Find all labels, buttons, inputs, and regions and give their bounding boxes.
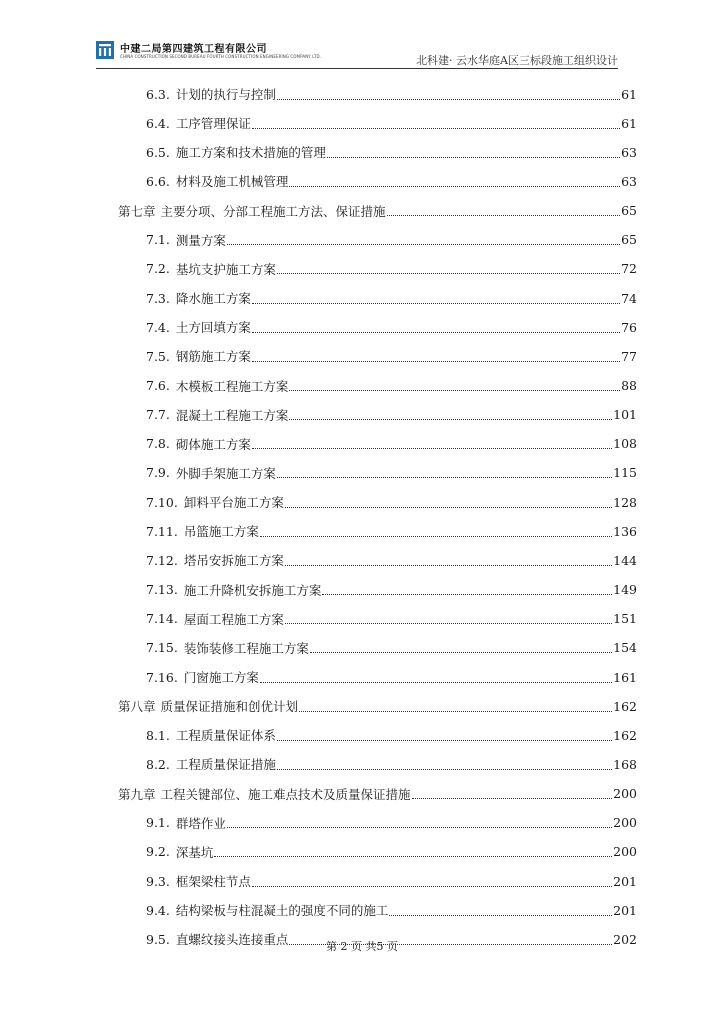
toc-section-entry <box>146 259 637 279</box>
toc-entry-title: 主要分项、分部工程施工方法、保证措施 <box>160 203 386 219</box>
toc-section-entry <box>146 842 637 862</box>
toc-dot-leader <box>285 623 612 624</box>
toc-entry-number: 6.3. <box>146 86 170 102</box>
toc-entry-page-number: 154 <box>613 640 637 656</box>
toc-entry-title: 基坑支护施工方案 <box>175 261 276 277</box>
toc-section-entry <box>146 142 637 162</box>
toc-entry-page-number: 74 <box>621 290 637 306</box>
toc-dot-leader <box>285 507 612 508</box>
toc-section-entry <box>146 405 637 425</box>
toc-section-entry <box>146 580 637 600</box>
toc-entry-title: 群塔作业 <box>175 815 226 831</box>
toc-dot-leader <box>289 186 620 187</box>
toc-entry-page-number: 200 <box>613 786 637 802</box>
toc-entry-title: 工程关键部位、施工难点技术及质量保证措施 <box>160 786 411 802</box>
toc-entry-page-number: 128 <box>613 494 637 510</box>
page-header <box>96 38 618 69</box>
toc-entry-number: 6.5. <box>146 144 170 160</box>
toc-section-entry <box>146 171 637 191</box>
toc-entry-page-number: 201 <box>613 902 637 918</box>
toc-entry-title: 门窗施工方案 <box>183 670 259 685</box>
toc-entry-number: 9.2. <box>146 844 170 860</box>
toc-entry-number: 7.12. <box>146 552 178 568</box>
toc-section-entry <box>146 900 637 920</box>
toc-entry-number: 第七章 <box>118 203 156 219</box>
toc-chapter-entry <box>118 696 637 716</box>
toc-dot-leader <box>277 769 612 770</box>
toc-dot-leader <box>412 798 613 799</box>
toc-entry-number: 9.3. <box>146 873 170 889</box>
toc-section-entry <box>146 725 637 745</box>
toc-entry-title: 钢筋施工方案 <box>175 349 251 365</box>
toc-section-entry <box>146 813 637 833</box>
toc-section-entry <box>146 492 637 512</box>
toc-entry-number: 7.16. <box>146 669 178 685</box>
toc-entry-title: 深基坑 <box>175 844 214 860</box>
toc-entry-page-number: 162 <box>613 727 637 743</box>
toc-dot-leader <box>322 594 612 595</box>
toc-entry-number: 7.8. <box>146 436 170 452</box>
toc-entry-title: 吊篮施工方案 <box>183 524 259 540</box>
toc-dot-leader <box>252 332 620 333</box>
toc-entry-title: 工程质量保证体系 <box>175 728 276 744</box>
toc-entry-title: 工程质量保证措施 <box>175 757 276 773</box>
company-name: 中建二局第四建筑工程有限公司 <box>120 44 267 55</box>
toc-dot-leader <box>252 448 612 449</box>
toc-entry-number: 7.15. <box>146 640 178 656</box>
toc-entry-page-number: 136 <box>613 523 637 539</box>
toc-dot-leader <box>252 303 620 304</box>
page-number-footer: 第 2 页 共5 页 <box>326 940 398 953</box>
company-logo-icon <box>96 41 114 59</box>
toc-entry-number: 8.2. <box>146 756 170 772</box>
toc-dot-leader <box>277 740 612 741</box>
toc-dot-leader <box>389 915 612 916</box>
toc-section-entry <box>146 346 637 366</box>
toc-section-entry <box>146 84 637 104</box>
toc-entry-number: 第九章 <box>118 786 156 802</box>
toc-dot-leader <box>277 99 620 100</box>
toc-entry-number: 9.4. <box>146 902 170 918</box>
document-title: 北科建· 云水华庭A区三标段施工组织设计 <box>416 54 618 67</box>
toc-entry-title: 砌体施工方案 <box>175 436 251 452</box>
toc-entry-page-number: 161 <box>613 669 637 685</box>
toc-entry-page-number: 65 <box>621 232 637 248</box>
toc-entry-number: 7.10. <box>146 494 178 510</box>
toc-entry-number: 7.1. <box>146 232 170 248</box>
toc-entry-page-number: 151 <box>613 611 637 627</box>
toc-section-entry <box>146 230 637 250</box>
toc-entry-number: 9.5. <box>146 931 170 947</box>
toc-entry-page-number: 88 <box>621 378 637 393</box>
toc-chapter-entry <box>118 201 637 221</box>
company-name-english: CHINA CONSTRUCTION SECOND BUREAU FOURTH CONSTRUCTION ENGINEERING COMPANY LTD. <box>120 54 322 59</box>
toc-entry-title: 施工升降机安拆施工方案 <box>183 582 322 598</box>
toc-dot-leader <box>289 419 612 420</box>
toc-entry-page-number: 63 <box>621 173 637 189</box>
toc-dot-leader <box>310 652 612 653</box>
toc-entry-number: 7.5. <box>146 348 170 364</box>
toc-entry-title: 塔吊安拆施工方案 <box>183 553 284 569</box>
toc-section-entry <box>146 754 637 774</box>
toc-entry-number: 8.1. <box>146 727 170 743</box>
toc-dot-leader <box>260 536 612 537</box>
toc-entry-page-number: 201 <box>613 873 637 889</box>
toc-entry-title: 框架梁柱节点 <box>175 874 251 890</box>
toc-entry-page-number: 101 <box>613 407 637 423</box>
toc-entry-number: 7.7. <box>146 407 170 423</box>
toc-section-entry <box>146 288 637 308</box>
toc-entry-page-number: 61 <box>621 86 637 102</box>
toc-entry-title: 土方回填方案 <box>175 320 251 336</box>
toc-section-entry <box>146 376 637 396</box>
toc-section-entry <box>146 871 637 891</box>
toc-section-entry <box>146 434 637 454</box>
toc-entry-number: 9.1. <box>146 815 170 831</box>
toc-dot-leader <box>227 244 620 245</box>
toc-entry-page-number: 65 <box>621 203 637 219</box>
toc-entry-title: 装饰装修工程施工方案 <box>183 640 309 656</box>
toc-dot-leader <box>277 477 612 478</box>
toc-entry-page-number: 63 <box>621 144 637 160</box>
toc-entry-title: 质量保证措施和创优计划 <box>160 699 299 715</box>
toc-dot-leader <box>227 827 612 828</box>
toc-dot-leader <box>327 157 620 158</box>
toc-entry-number: 7.4. <box>146 319 170 335</box>
toc-chapter-entry <box>118 784 637 804</box>
toc-entry-number: 6.4. <box>146 115 170 131</box>
toc-entry-number: 7.3. <box>146 290 170 306</box>
toc-dot-leader <box>277 273 620 274</box>
toc-dot-leader <box>387 215 621 216</box>
toc-entry-number: 7.11. <box>146 523 178 539</box>
toc-entry-title: 降水施工方案 <box>175 291 251 307</box>
toc-entry-number: 7.2. <box>146 261 170 277</box>
toc-entry-title: 木模板工程施工方案 <box>175 378 289 394</box>
toc-entry-title: 材料及施工机械管理 <box>175 174 289 190</box>
toc-entry-page-number: 162 <box>613 698 637 714</box>
toc-entry-number: 7.6. <box>146 378 170 393</box>
toc-dot-leader <box>260 682 612 683</box>
toc-dot-leader <box>252 128 620 129</box>
toc-entry-title: 计划的执行与控制 <box>175 87 276 102</box>
toc-entry-number: 7.13. <box>146 582 178 598</box>
toc-entry-number: 6.6. <box>146 173 170 189</box>
toc-entry-page-number: 76 <box>621 319 637 335</box>
toc-dot-leader <box>214 856 612 857</box>
toc-entry-title: 直螺纹接头连接重点 <box>175 932 289 948</box>
toc-section-entry <box>146 609 637 629</box>
toc-dot-leader <box>285 565 612 566</box>
toc-entry-title: 外脚手架施工方案 <box>175 465 276 481</box>
toc-section-entry <box>146 667 637 687</box>
toc-section-entry <box>146 550 637 570</box>
toc-section-entry <box>146 638 637 658</box>
toc-entry-title: 结构梁板与柱混凝土的强度不同的施工 <box>175 903 389 919</box>
toc-section-entry <box>146 113 637 133</box>
toc-entry-page-number: 200 <box>613 815 637 831</box>
toc-entry-number: 第八章 <box>118 699 156 715</box>
toc-dot-leader <box>299 711 612 712</box>
toc-entry-page-number: 144 <box>613 552 637 568</box>
toc-entry-title: 施工方案和技术措施的管理 <box>175 145 326 161</box>
toc-dot-leader <box>289 390 620 391</box>
toc-entry-page-number: 168 <box>613 756 637 772</box>
toc-entry-title: 测量方案 <box>175 232 226 248</box>
toc-section-entry <box>146 463 637 483</box>
toc-section-entry <box>146 317 637 337</box>
toc-entry-page-number: 108 <box>613 436 637 452</box>
toc-entry-number: 7.9. <box>146 465 170 481</box>
toc-entry-number: 7.14. <box>146 611 178 627</box>
toc-entry-page-number: 200 <box>613 844 637 860</box>
toc-dot-leader <box>252 886 612 887</box>
toc-entry-page-number: 115 <box>613 465 637 481</box>
toc-entry-page-number: 77 <box>621 348 637 364</box>
toc-entry-title: 卸料平台施工方案 <box>183 495 284 511</box>
toc-dot-leader <box>252 361 620 362</box>
toc-entry-title: 屋面工程施工方案 <box>183 611 284 627</box>
toc-entry-page-number: 202 <box>613 931 637 947</box>
toc-entry-title: 工序管理保证 <box>175 116 251 132</box>
toc-entry-title: 混凝土工程施工方案 <box>175 407 289 423</box>
toc-entry-page-number: 61 <box>621 115 637 131</box>
toc-section-entry <box>146 521 637 541</box>
toc-entry-page-number: 149 <box>613 582 637 598</box>
toc-entry-page-number: 72 <box>621 261 637 277</box>
